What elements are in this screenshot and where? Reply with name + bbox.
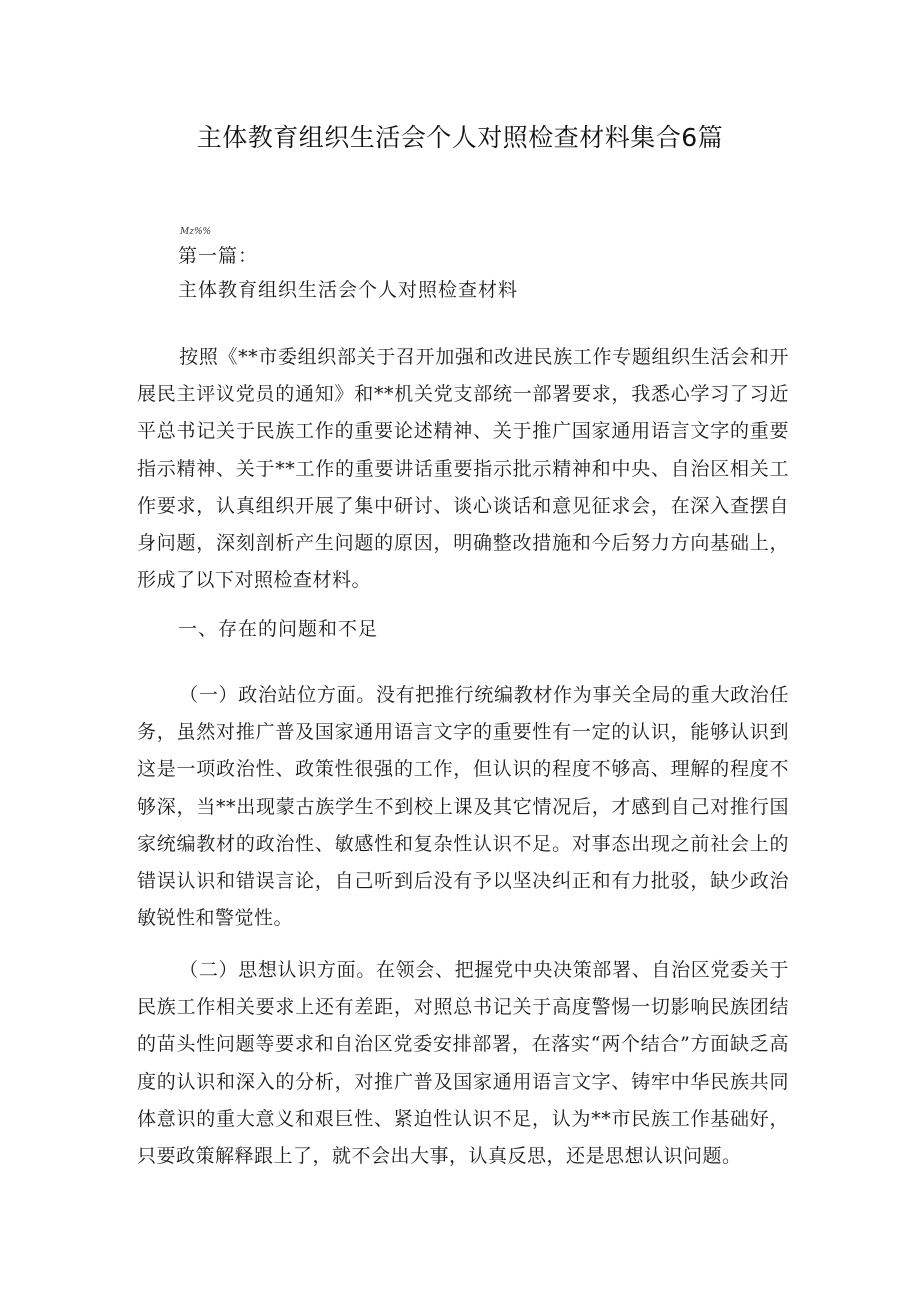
section-title: 主体教育组织生活会个人对照检查材料	[178, 279, 519, 301]
watermark-text: Mz%%	[180, 227, 212, 237]
paragraph-political-text: （一）政治站位方面。没有把推行统编教材作为事关全局的重大政治任务，虽然对推广普及国家通用语言文字的重要性有一定的认识，能够认识到这是一项政治性、政策性很强的工作，但认识的程度不够高、理解的程度不够深，当**出现蒙古族学生不到校上课及其它情况后，才感到自己对推行国家统编教材的政治性、敏感性和复杂性认识不足。对事态出现之前社会上的错误认识和错误言论，自己听到后没有予以坚决纠正和有力批驳，缺少政治敏锐性和警觉性。	[137, 684, 789, 930]
intro-text: 按照《**市委组织部关于召开加强和改进民族工作专题组织生活会和开展民主评议党员的通知》和**机关党支部统一部署要求，我悉心学习了习近平总书记关于民族工作的重要论述精神、关于推广国家通用语言文字的重要指示精神、关于**工作的重要讲话重要指示批示精神和中央、自治区相关工作要求，认真组织开展了集中研讨、谈心谈话和意见征求会，在深入查摆自身问题，深刻剖析产生问题的原因，明确整改措施和今后努力方向基础上，形成了以下对照检查材料。	[137, 346, 789, 592]
section-label: 第一篇：	[178, 245, 259, 267]
intro-paragraph	[137, 339, 789, 599]
heading-problems: 一、存在的问题和不足	[178, 618, 379, 640]
document-title: 主体教育组织生活会个人对照检查材料集合6篇	[196, 123, 724, 152]
paragraph-political	[137, 677, 789, 937]
paragraph-ideological	[137, 952, 789, 1175]
paragraph-ideological-text: （二）思想认识方面。在领会、把握党中央决策部署、自治区党委关于民族工作相关要求上还有差距，对照总书记关于高度警惕一切影响民族团结的苗头性问题等要求和自治区党委安排部署，在落实“两个结合”方面缺乏高度的认识和深入的分析，对推广普及国家通用语言文字、铸牢中华民族共同体意识的重大意义和艰巨性、紧迫性认识不足，认为**市民族工作基础好，只要政策解释跟上了，就不会出大事，认真反思，还是思想认识问题。	[137, 959, 789, 1168]
